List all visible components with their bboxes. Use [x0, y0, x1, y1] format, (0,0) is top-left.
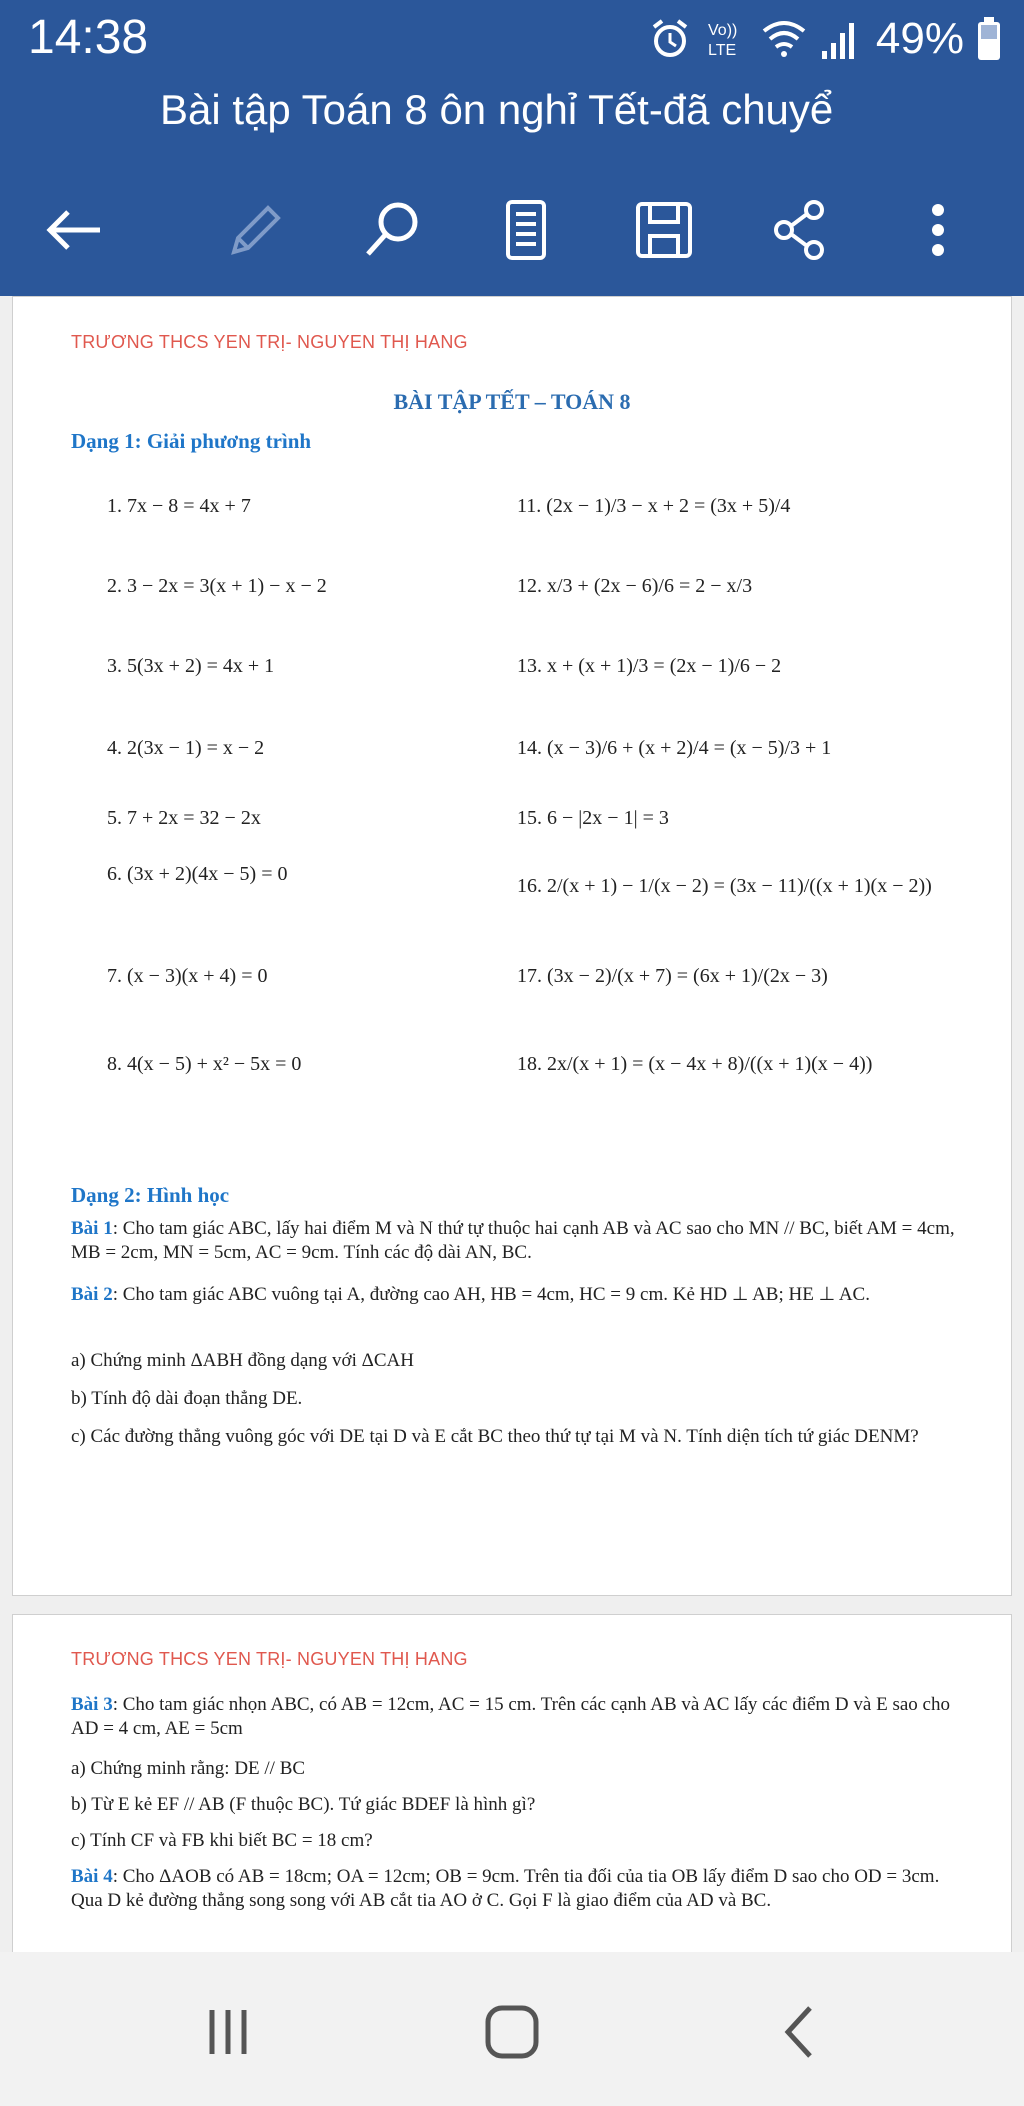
back-icon[interactable]: [760, 1992, 840, 2072]
equation-8: 8. 4(x − 5) + x² − 5x = 0: [107, 1053, 302, 1075]
problem-4-label: Bài 4: [71, 1866, 113, 1887]
school-header: TRƯƠNG THCS YEN TRỊ- NGUYEN THỊ HANG: [71, 332, 468, 352]
problem-3a: a) Chứng minh rằng: DE // BC: [71, 1758, 306, 1779]
toolbar: [0, 180, 1024, 280]
edit-pencil-icon[interactable]: [216, 190, 296, 270]
status-time: 14:38: [28, 11, 149, 64]
status-icons: [648, 14, 1002, 64]
problem-1: [71, 1217, 961, 1265]
equation-16: 16. 2/(x + 1) − 1/(x − 2) = (3x − 11)/((x + 1)(x − 2)): [517, 875, 932, 897]
wifi-icon: [760, 17, 808, 61]
problem-3c: c) Tính CF và FB khi biết BC = 18 cm?: [71, 1830, 373, 1851]
problem-2c: c) Các đường thẳng vuông góc với DE tại D và E cắt BC theo thứ tự tại M và N. Tính diện tích tứ giác DENM?: [71, 1426, 919, 1447]
equation-6: 6. (3x + 2)(4x − 5) = 0: [107, 863, 288, 885]
section-heading-2: Dạng 2: Hình học: [71, 1183, 230, 1207]
back-arrow-icon[interactable]: [34, 190, 114, 270]
equation-4: 4. 2(3x − 1) = x − 2: [107, 737, 265, 759]
problem-2-label: Bài 2: [71, 1284, 113, 1305]
worksheet-title: BÀI TẬP TẾT – TOÁN 8: [393, 389, 631, 414]
share-icon[interactable]: [760, 190, 840, 270]
equation-17: 17. (3x − 2)/(x + 7) = (6x + 1)/(2x − 3): [517, 965, 828, 987]
equation-3: 3. 5(3x + 2) = 4x + 1: [107, 655, 275, 677]
problem-3: [71, 1693, 961, 1741]
svg-text:Vo)): Vo)): [707, 22, 738, 39]
problem-2-text: : Cho tam giác ABC vuông tại A, đường cao AH, HB = 4cm, HC = 9 cm. Kẻ HD ⊥ AB; HE ⊥ AC.: [112, 1284, 870, 1305]
problem-3-text: : Cho tam giác nhọn ABC, có AB = 12cm, AC = 15 cm. Trên các cạnh AB và AC lấy các điểm D và E sao cho AD = 4 cm, AE = 5cm: [71, 1694, 950, 1739]
equation-12: 12. x/3 + (2x − 6)/6 = 2 − x/3: [517, 575, 753, 597]
reading-view-icon[interactable]: [486, 190, 566, 270]
document-title: Bài tập Toán 8 ôn nghỉ Tết-đã chuyể: [160, 86, 834, 133]
svg-text:LTE: LTE: [707, 42, 737, 59]
school-header-2: TRƯƠNG THCS YEN TRỊ- NGUYEN THỊ HANG: [71, 1649, 468, 1669]
equation-15: 15. 6 − |2x − 1| = 3: [517, 807, 669, 829]
document-page-1: [12, 296, 1012, 1596]
battery-percent: 49%: [875, 14, 964, 63]
status-bar: [0, 0, 1024, 80]
search-icon[interactable]: [352, 190, 432, 270]
problem-3-label: Bài 3: [71, 1694, 113, 1715]
recent-apps-icon[interactable]: [188, 1992, 268, 2072]
more-vert-icon[interactable]: [898, 190, 978, 270]
problem-4-text: : Cho ΔAOB có AB = 18cm; OA = 12cm; OB = 9cm. Trên tia đối của tia OB lấy điểm D sao cho OD = 3cm. Qua D kẻ đường thẳng song song với AB cắt tia AO ở C. Gọi F là giao điểm của AD và BC.: [71, 1866, 940, 1911]
problem-2b: b) Tính độ dài đoạn thẳng DE.: [71, 1388, 303, 1409]
equation-13: 13. x + (x + 1)/3 = (2x − 1)/6 − 2: [517, 655, 782, 677]
volte-icon: [704, 17, 748, 61]
problem-4: [71, 1865, 961, 1913]
document-page-2: [12, 1614, 1012, 1956]
problem-1-label: Bài 1: [71, 1218, 113, 1239]
section-heading-1: Dạng 1: Giải phương trình: [71, 429, 312, 453]
app-header: [0, 0, 1024, 296]
equation-1: 1. 7x − 8 = 4x + 7: [107, 495, 251, 517]
alarm-icon: [648, 17, 692, 61]
problem-2a: a) Chứng minh ΔABH đồng dạng với ΔCAH: [71, 1350, 414, 1371]
problem-3b: b) Từ E kẻ EF // AB (F thuộc BC). Tứ giác BDEF là hình gì?: [71, 1794, 536, 1815]
equation-7: 7. (x − 3)(x + 4) = 0: [107, 965, 268, 987]
save-icon[interactable]: [624, 190, 704, 270]
equation-2: 2. 3 − 2x = 3(x + 1) − x − 2: [107, 575, 327, 597]
home-icon[interactable]: [472, 1992, 552, 2072]
battery-icon: [976, 16, 1002, 62]
equation-14: 14. (x − 3)/6 + (x + 2)/4 = (x − 5)/3 + 1: [517, 737, 832, 759]
problem-2: [71, 1283, 961, 1307]
equation-5: 5. 7 + 2x = 32 − 2x: [107, 807, 261, 829]
equation-18: 18. 2x/(x + 1) = (x − 4x + 8)/((x + 1)(x − 4)): [517, 1053, 873, 1075]
system-navigation-bar: [0, 1952, 1024, 2106]
problem-1-text: : Cho tam giác ABC, lấy hai điểm M và N thứ tự thuộc hai cạnh AB và AC sao cho MN // BC, biết AM = 4cm, MB = 2cm, MN = 5cm, AC = 9cm. Tính các độ dài AN, BC.: [71, 1218, 955, 1263]
signal-icon: [820, 17, 860, 61]
equation-11: 11. (2x − 1)/3 − x + 2 = (3x + 5)/4: [517, 495, 791, 517]
